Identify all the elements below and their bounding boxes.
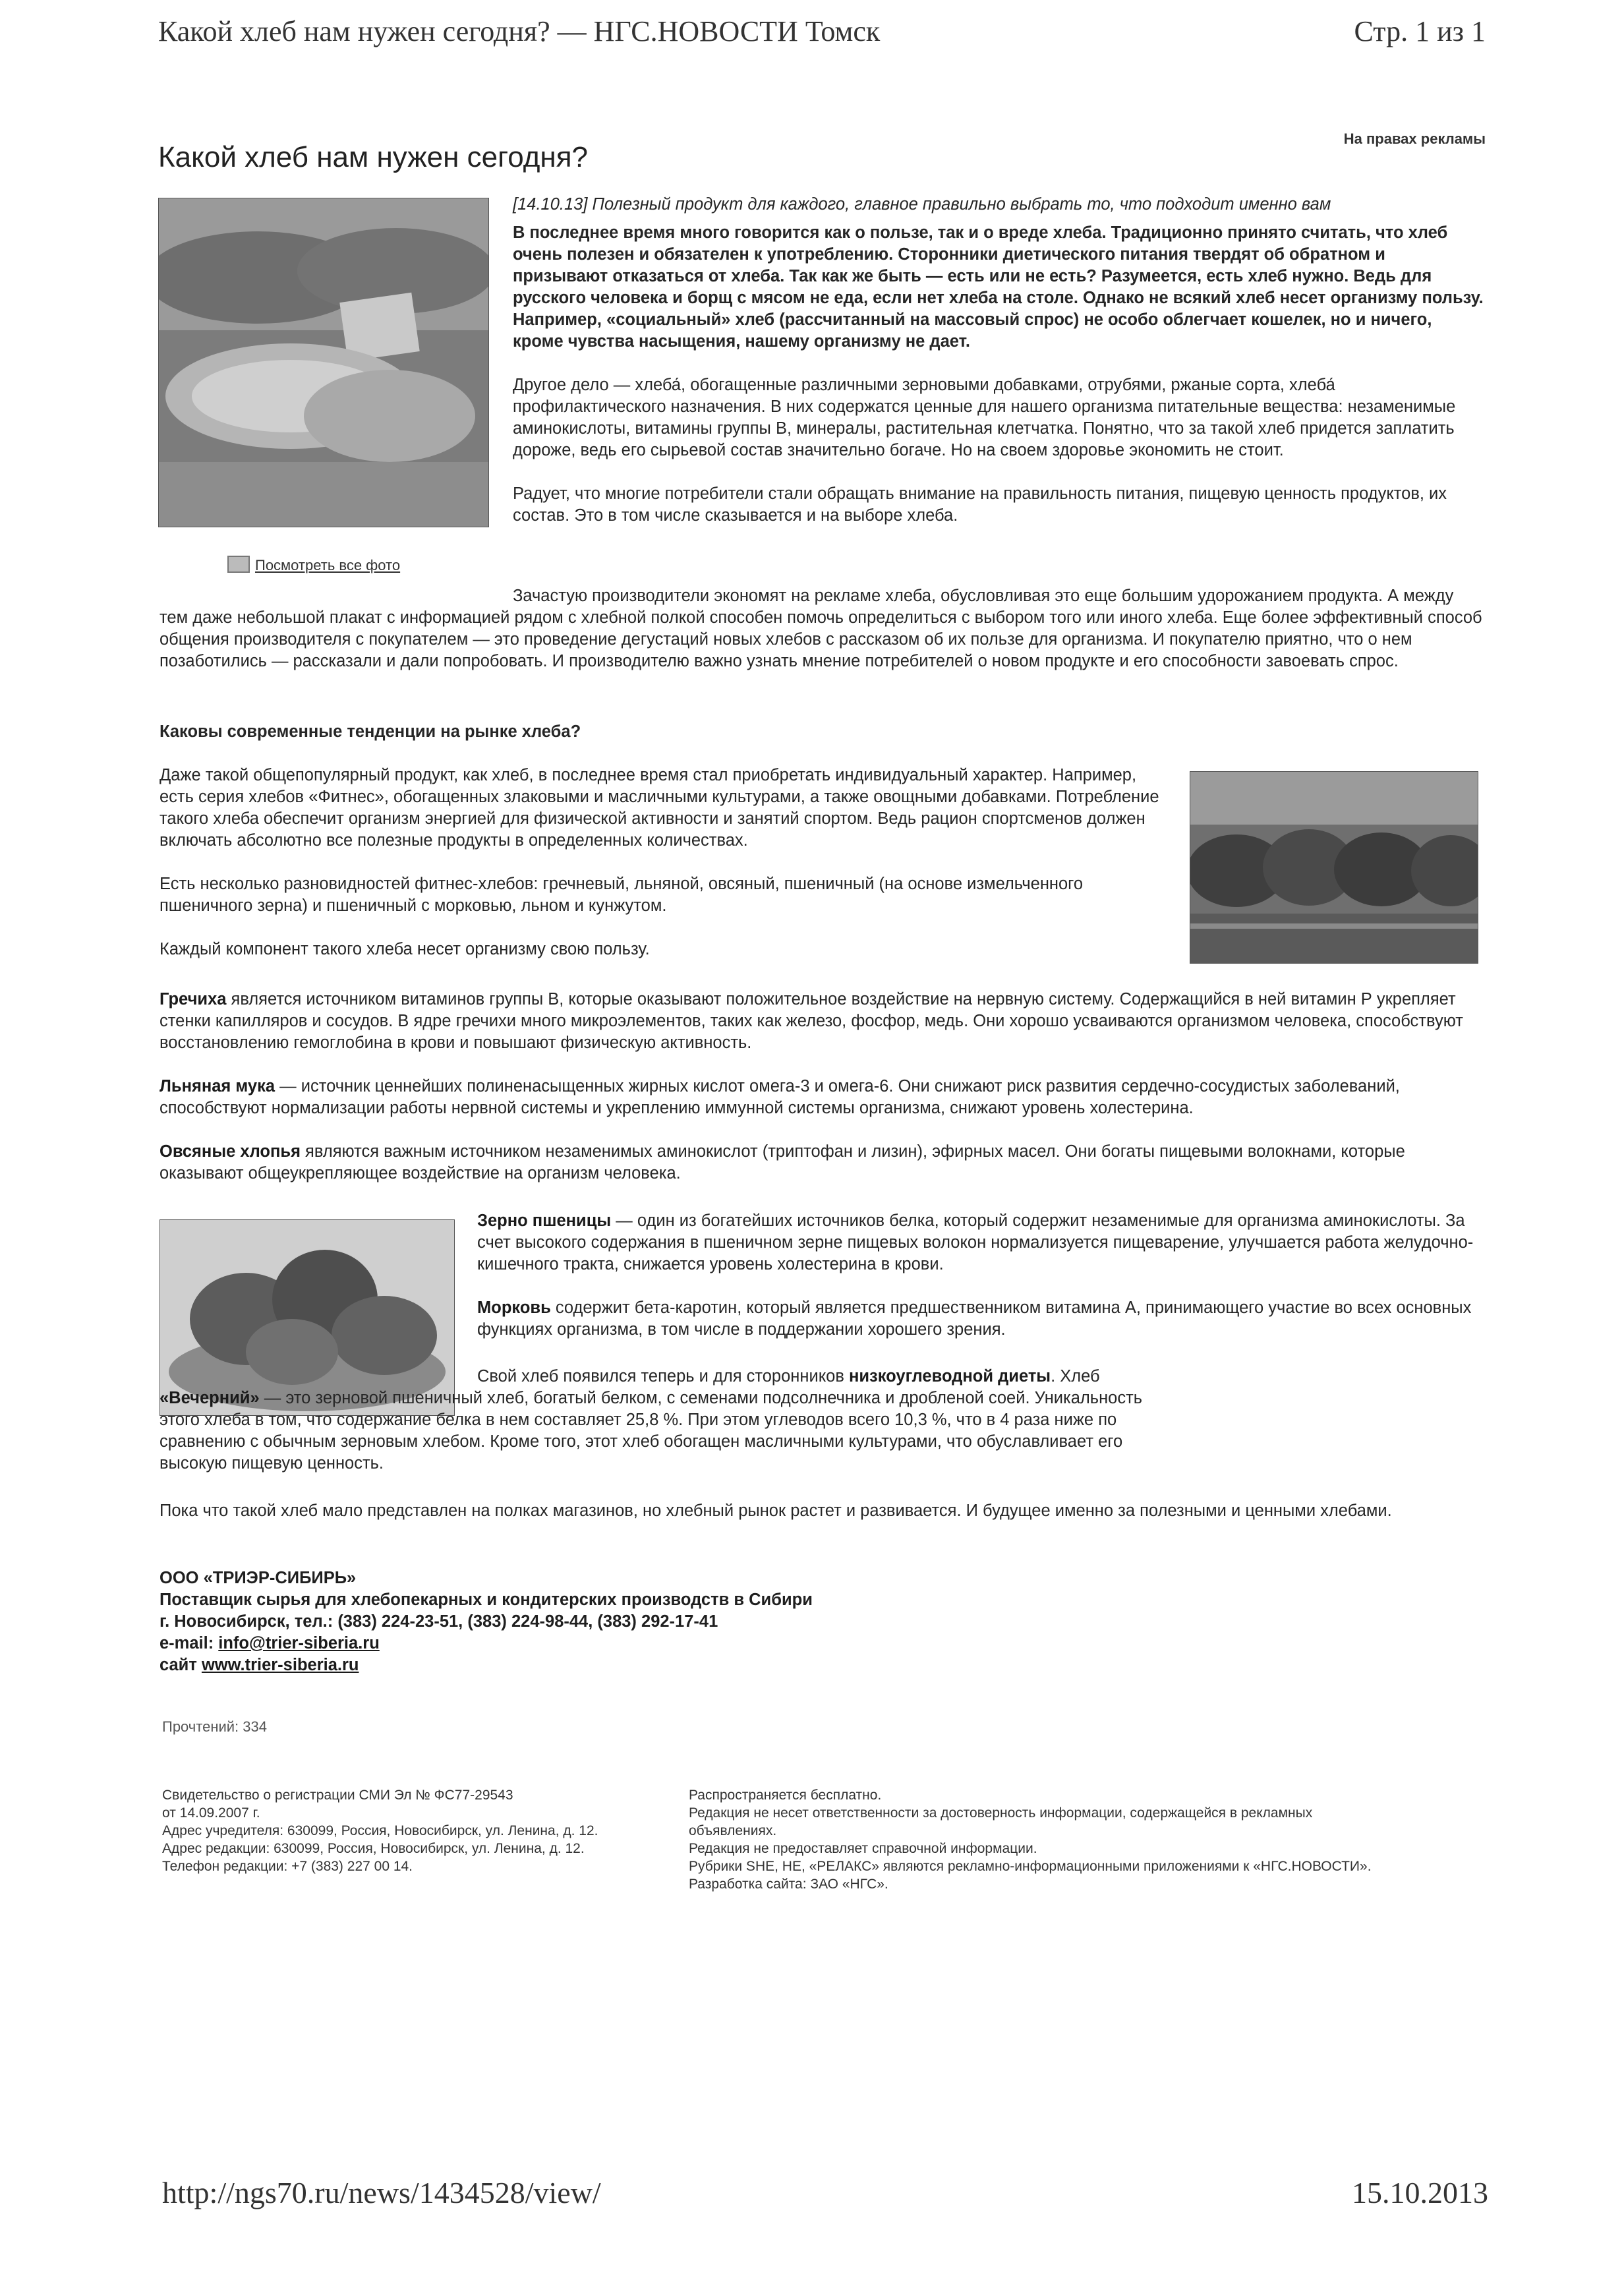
- article-paragraph: Зачастую производители экономят на рекламе хлеба, обусловливая это еще большим удорожанием продукта. А между тем даже небольшой плакат с информацией рядом с хлебной полкой способен помочь определиться с выбором того или иного хлеба. Еще более эффективный способ общения производителя с покупателем — это проведение дегустаций новых хлебов с рассказом об их пользе для организма. И покупателю приятно, что о нем позаботились — рассказали и дали попробовать. И производителю важно узнать мнение потребителей о новом продукте и его способности завоевать спрос.: [160, 587, 1482, 670]
- footer-line: Редакция не несет ответственности за достоверность информации, содержащейся в рекламных: [689, 1805, 1313, 1821]
- footer-line: Адрес учредителя: 630099, Россия, Новосибирск, ул. Ленина, д. 12.: [162, 1823, 598, 1838]
- company-tagline: Поставщик сырья для хлебопекарных и кондитерских производств в Сибири: [160, 1591, 813, 1609]
- article-paragraph: Каждый компонент такого хлеба несет организму свою пользу.: [160, 940, 650, 958]
- article-paragraph: Радует, что многие потребители стали обращать внимание на правильность питания, пищевую ценность продуктов, их состав. Это в том числе сказывается и на выборе хлеба.: [513, 484, 1447, 525]
- article-photo-main[interactable]: [158, 198, 489, 527]
- article-paragraph: Есть несколько разновидностей фитнес-хлебов: гречневый, льняной, овсяный, пшеничный (на основе измельченного пшеничного зерна) и пшеничный с морковью, льном и кунжутом.: [160, 875, 1084, 915]
- company-site: сайт www.trier-siberia.ru: [160, 1656, 359, 1674]
- footer-line: Свидетельство о регистрации СМИ Эл № ФС77-29543: [162, 1788, 513, 1803]
- site-link[interactable]: www.trier-siberia.ru: [201, 1656, 359, 1674]
- article-fitness-column: [160, 765, 1174, 982]
- company-phones: г. Новосибирск, тел.: (383) 224-23-51, (383) 224-98-44, (383) 292-17-41: [160, 1612, 718, 1631]
- read-count: Прочтений: 334: [162, 1718, 267, 1735]
- footer-line: Рубрики SHE, HE, «РЕЛАКС» являются рекламно-информационными приложениями к «НГС.НОВОСТИ».: [689, 1859, 1372, 1874]
- article-lowcarb-paragraph: [160, 1366, 1485, 1496]
- article-intro-column: [513, 194, 1485, 548]
- print-footer-date: 15.10.2013: [1352, 2176, 1488, 2209]
- article-ingredients: [160, 989, 1485, 1206]
- footer-line: объявлениях.: [689, 1823, 777, 1838]
- print-page-number: Стр. 1 из 1: [1354, 15, 1486, 47]
- footer-line: Разработка сайта: ЗАО «НГС».: [689, 1877, 888, 1892]
- article-photo-fitness-bread[interactable]: [1190, 771, 1478, 964]
- article-paragraph: Пока что такой хлеб мало представлен на полках магазинов, но хлебный рынок растет и развивается. И будущее именно за полезными и ценными хлебами.: [160, 1502, 1392, 1520]
- article-wheat-column: [477, 1210, 1486, 1362]
- section-heading: Каковы современные тенденции на рынке хлеба?: [160, 722, 581, 741]
- footer-line: Адрес редакции: 630099, Россия, Новосибирск, ул. Ленина, д. 12.: [162, 1841, 585, 1856]
- company-email: e-mail: info@trier-siberia.ru: [160, 1634, 380, 1652]
- article-closing: [160, 1500, 1485, 1544]
- footer-line: Редакция не предоставляет справочной информации.: [689, 1841, 1037, 1856]
- footer-line: Распространяется бесплатно.: [689, 1788, 882, 1803]
- article-lede: [14.10.13] Полезный продукт для каждого, главное правильно выбрать то, что подходит именно вам: [513, 195, 1331, 214]
- footer-legal-right: [689, 1786, 1480, 1893]
- company-name: ООО «ТРИЭР-СИБИРЬ»: [160, 1569, 357, 1587]
- article-intro: В последнее время много говорится как о пользе, так и о вреде хлеба. Традиционно принято считать, что хлеб очень полезен и обязателен к употреблению. Сторонники диетического питания твердят об обратном и призывают отказаться от хлеба. Так как же быть — есть или не есть? Разумеется, есть хлеб нужно. Ведь для русского человека и борщ с мясом не еда, если нет хлеба на столе. Однако не всякий хлеб несет организму пользу. Например, «социальный» хлеб (рассчитанный на массовый спрос) не особо облегчает кошелек, но и ничего, кроме чувства насыщения, нашему организму не дает.: [513, 223, 1484, 351]
- article-paragraph-wide: [160, 585, 1485, 694]
- footer-line: от 14.09.2007 г.: [162, 1805, 260, 1821]
- print-footer-url: http://ngs70.ru/news/1434528/view/: [162, 2176, 601, 2209]
- ingredient-carrot: Морковь содержит бета-каротин, который является предшественником витамина А, принимающего участие во всех основных функциях организма, в том числе в поддержании хорошего зрения.: [477, 1299, 1472, 1339]
- ingredient-oats: Овсяные хлопья являются важным источником незаменимых аминокислот (триптофан и лизин), эфирных масел. Они богаты пищевыми волокнами, которые оказывают общеукрепляющее воздействие на организм человека.: [160, 1142, 1405, 1183]
- article-title: Какой хлеб нам нужен сегодня?: [158, 141, 588, 173]
- advertising-note: На правах рекламы: [1343, 131, 1486, 147]
- ingredient-wheat: Зерно пшеницы — один из богатейших источников белка, который содержит незаменимые для организма аминокислоты. За счет высокого содержания в пшеничном зерне пищевых волокон нормализуется пищеварение, улучшается работа желудочно-кишечного тракта, снижается уровень холестерина в крови.: [477, 1212, 1474, 1273]
- footer-line: Телефон редакции: +7 (383) 227 00 14.: [162, 1859, 413, 1874]
- bread-photo-image: [159, 198, 488, 527]
- company-contact: [160, 1567, 1485, 1676]
- view-all-photos-link[interactable]: Посмотреть все фото: [227, 556, 400, 574]
- article-paragraph: Другое дело — хлеба́, обогащенные различными зерновыми добавками, отрубями, ржаные сорта, хлеба́ профилактического назначения. В них содержатся ценные для нашего организма питательные вещества: незаменимые аминокислоты, витамины группы В, минералы, растительная клетчатка. Понятно, что за такой хлеб придется заплатить дороже, ведь его сырьевой состав значительно богаче. Но на своем здоровье экономить не стоит.: [513, 376, 1456, 459]
- article-paragraph: Свой хлеб появился теперь и для сторонников низкоуглеводной диеты. Хлеб «Вечерний» — это зерновой пшеничный хлеб, богатый белком, с семенами подсолнечника и дробленой соей. Уникальность этого хлеба в том, что содержание белка в нем составляет 25,8 %. При этом углеводов всего 10,3 %, что в 4 раза ниже по сравнению с обычным зерновым хлебом. Кроме того, этот хлеб обогащен масличными культурами, что обуславливает его высокую пищевую ценность.: [160, 1367, 1143, 1473]
- photo-gallery-icon: [227, 556, 250, 573]
- fitness-bread-image: [1190, 772, 1478, 963]
- email-link[interactable]: info@trier-siberia.ru: [218, 1634, 380, 1652]
- footer-legal-left: [162, 1786, 683, 1875]
- print-header-title: Какой хлеб нам нужен сегодня? — НГС.НОВОСТИ Томск: [158, 15, 881, 47]
- ingredient-buckwheat: Гречиха является источником витаминов группы В, которые оказывают положительное воздействие на нервную систему. Содержащийся в ней витамин Р укрепляет стенки капилляров и сосудов. В ядре гречихи много микроэлементов, таких как железо, фосфор, медь. Они хорошо усваиваются организмом человека, способствуют восстановлению гемоглобина в крови и повышают физическую активность.: [160, 990, 1463, 1052]
- article-paragraph: Даже такой общепопулярный продукт, как хлеб, в последнее время стал приобретать индивидуальный характер. Например, есть серия хлебов «Фитнес», обогащенных злаковыми и масличными культурами, а также овощными добавками. Потребление такого хлеба обеспечит организм энергией для физической активности и занятий спортом. Ведь рацион спортсменов должен включать абсолютно все полезные продукты в определенных количествах.: [160, 766, 1159, 850]
- ingredient-flax: Льняная мука — источник ценнейших полиненасыщенных жирных кислот омега-3 и омега-6. Они снижают риск развития сердечно-сосудистых заболеваний, способствуют нормализации работы нервной системы и укреплению иммунной системы организма, снижают уровень холестерина.: [160, 1077, 1400, 1117]
